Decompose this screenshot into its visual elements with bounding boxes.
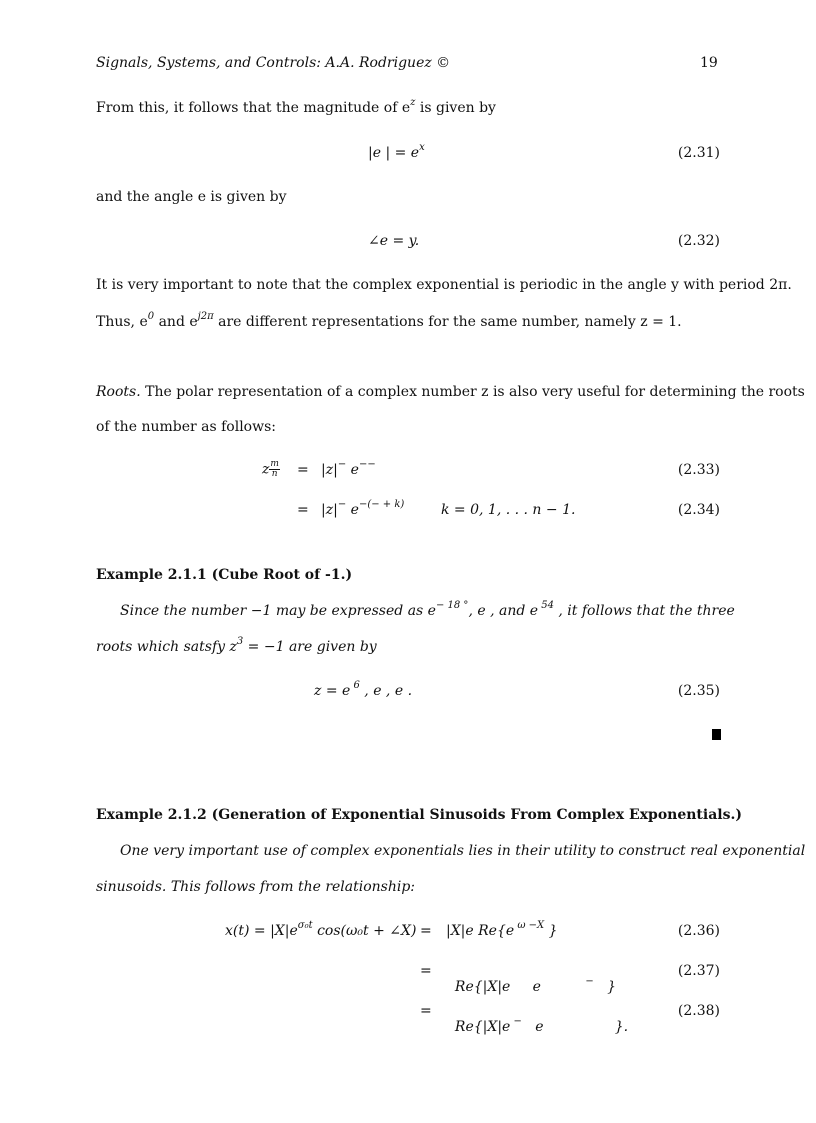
equation-relation: =: [420, 963, 432, 979]
equation-text: }: [544, 923, 558, 939]
paragraph-angle: and the angle e is given by: [96, 189, 287, 205]
equation-text: e }.: [521, 1019, 629, 1035]
equation-number: (2.33): [677, 462, 720, 478]
example-2-1-2-title: Example 2.1.2 (Generation of Exponential Sinusoids From Complex Exponentials.): [96, 807, 742, 823]
equation-lhs: z: [262, 461, 270, 478]
equation-2-35: [314, 680, 413, 699]
equation-relation: =: [420, 1003, 432, 1019]
equation-number: (2.38): [677, 1003, 720, 1019]
text-run: is given by: [415, 100, 496, 116]
superscript: j2π: [197, 311, 214, 322]
rhs-text: |z|: [321, 502, 338, 518]
text-run: From this, it follows that the magnitude of e: [96, 100, 411, 116]
equation-2-37-rhs: [446, 963, 616, 995]
paragraph-magnitude: [96, 97, 496, 116]
superscript: −: [337, 459, 347, 470]
superscript: 3: [236, 636, 244, 647]
fraction-numerator: m: [270, 459, 279, 469]
equation-condition: k = 0, 1, . . . n − 1.: [441, 502, 576, 518]
equation-number: (2.31): [677, 145, 720, 161]
text-run: are different representations for the same number, namely z = 1.: [213, 314, 682, 330]
fraction: [269, 460, 280, 479]
equation-text: Re{|X|e e: [454, 979, 586, 995]
equation-relation: =: [297, 462, 309, 478]
text-run: Thus, e: [96, 314, 148, 330]
text-run: , e , and e: [468, 603, 539, 619]
paragraph-representations: [96, 311, 682, 330]
superscript: 6: [350, 680, 360, 691]
superscript: 54: [538, 600, 554, 611]
text-run: Since the number −1 may be expressed as e: [120, 603, 436, 619]
equation-2-32: ∠e = y.: [368, 233, 420, 249]
running-title: Signals, Systems, and Controls: A.A. Rodriguez ©: [96, 55, 451, 71]
superscript: −−: [358, 459, 376, 470]
paragraph-roots: [96, 384, 805, 400]
end-of-proof-icon: [712, 729, 721, 740]
superscript: −: [337, 499, 347, 510]
paragraph-periodic: It is very important to note that the complex exponential is periodic in the angle y with period 2π.: [96, 277, 792, 293]
equation-number: (2.32): [677, 233, 720, 249]
equation-text: , e , e .: [359, 683, 413, 699]
text-run: = −1 are given by: [243, 639, 377, 655]
superscript: −: [510, 1016, 522, 1027]
rhs-text: e: [350, 502, 359, 518]
text-run: roots which satsfy z: [96, 639, 237, 655]
rhs-text: |z|: [321, 462, 338, 478]
roots-heading: Roots.: [96, 384, 141, 400]
text-run: The polar representation of a complex number z is also very useful for determining the roots: [140, 384, 805, 400]
equation-2-31: [368, 142, 425, 161]
superscript: σ₀t: [297, 920, 313, 931]
equation-2-38-rhs: [446, 1003, 628, 1035]
equation-relation: =: [420, 923, 432, 939]
example-2-1-1-line1: [120, 600, 735, 619]
equation-2-34: [321, 499, 405, 518]
equation-text: |X|e Re{e: [446, 923, 515, 939]
rhs-text: e: [350, 462, 359, 478]
equation-2-36-lhs: [225, 920, 417, 939]
equation-number: (2.37): [677, 963, 720, 979]
text-run: and e: [154, 314, 198, 330]
equation-number: (2.35): [677, 683, 720, 699]
superscript: 0: [147, 311, 155, 322]
equation-rhs: [321, 459, 376, 478]
example-2-1-1-title: Example 2.1.1 (Cube Root of -1.): [96, 567, 353, 583]
paragraph-roots-cont: of the number as follows:: [96, 419, 276, 435]
equation-text: |e | = e: [368, 145, 420, 161]
equation-text: z = e: [314, 683, 351, 699]
superscript: − 18 °: [435, 600, 469, 611]
equation-text: Re{|X|e: [454, 1019, 511, 1035]
superscript: x: [419, 142, 425, 153]
example-2-1-2-line1: One very important use of complex exponentials lies in their utility to construct real exponential: [120, 843, 806, 859]
superscript: −: [585, 976, 594, 987]
page-number: 19: [700, 55, 718, 71]
superscript: z: [410, 97, 416, 108]
superscript: −(− + k): [358, 499, 405, 510]
equation-2-33: [262, 460, 282, 479]
equation-text: x(t) = |X|e: [225, 923, 298, 939]
text-run: , it follows that the three: [553, 603, 735, 619]
example-2-1-1-line2: [96, 636, 377, 655]
superscript: ω −X: [514, 920, 545, 931]
equation-text: cos(ω₀t + ∠X): [312, 923, 417, 939]
equation-number: (2.34): [677, 502, 720, 518]
equation-relation: =: [297, 502, 309, 518]
equation-text: }: [593, 979, 617, 995]
fraction-denominator: n: [271, 469, 278, 479]
equation-number: (2.36): [677, 923, 720, 939]
equation-2-36-rhs: [446, 920, 558, 939]
example-2-1-2-line2: sinusoids. This follows from the relationship:: [96, 879, 416, 895]
